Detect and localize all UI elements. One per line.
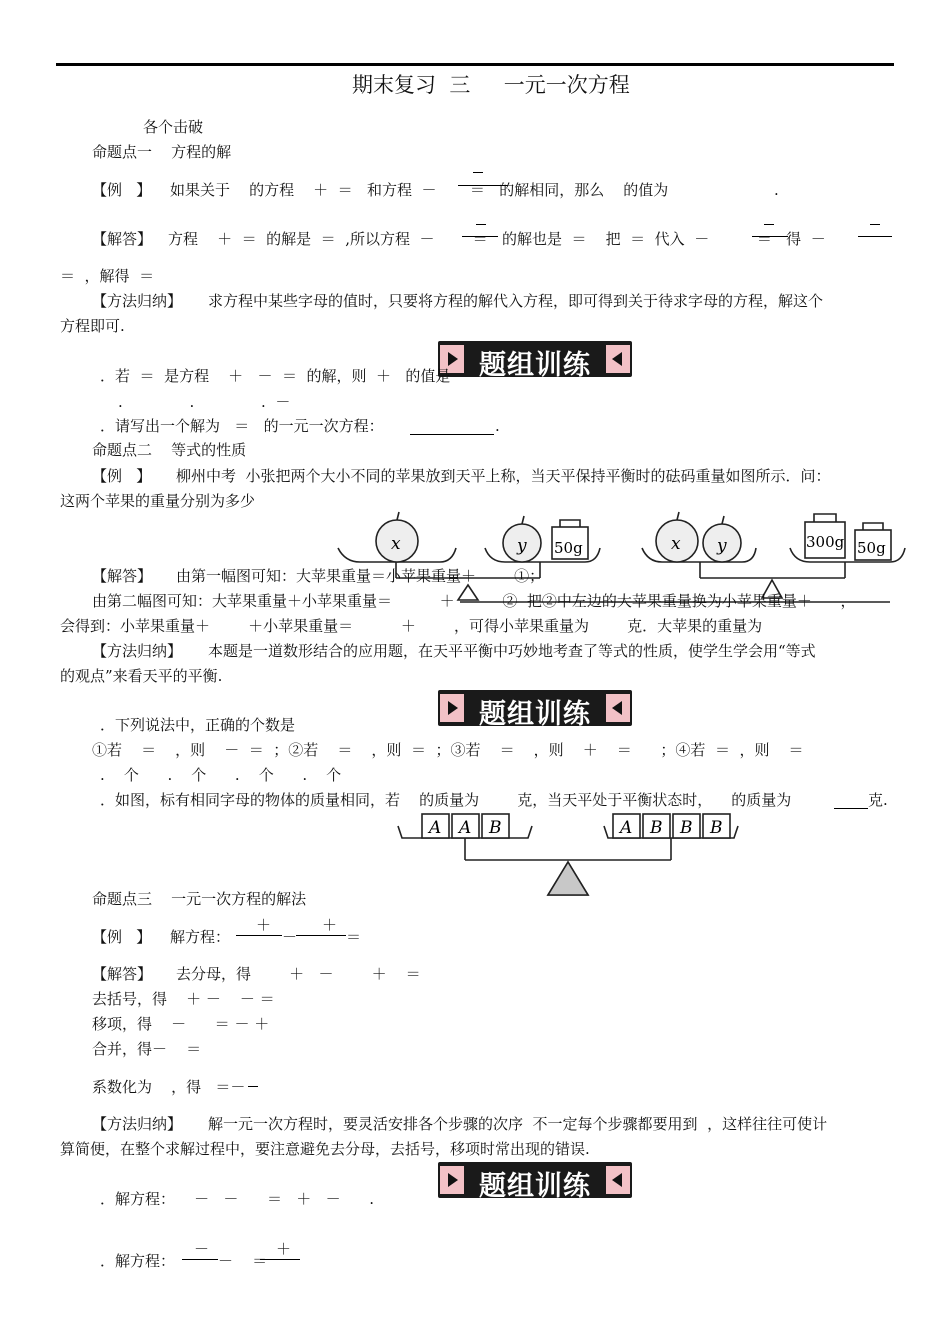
method3-label: 【方法归纳】	[92, 1115, 183, 1133]
section-header: 各个击破	[143, 118, 204, 136]
apple-y-label-2: y	[717, 536, 727, 556]
apple-x-label: x	[391, 534, 401, 554]
fraction-numerator-plus: ＋	[322, 916, 338, 934]
block-b-label: B	[680, 818, 693, 838]
answer2-label: 【解答】	[92, 567, 153, 585]
method1-text: 求方程中某些字母的值时，只要将方程的解代入方程，即可得到关于待求字母的方程，解这个	[208, 292, 824, 310]
example2-cont: 这两个苹果的重量分别为多少	[60, 492, 256, 510]
answer3-step2: 去括号，得 ＋ － － ＝	[92, 990, 275, 1008]
method1-label: 【方法归纳】	[92, 292, 183, 310]
exercise-q6-mid: － ＝	[218, 1252, 268, 1270]
fraction-numerator-plus: ＋	[276, 1240, 292, 1258]
answer1-label: 【解答】	[92, 230, 153, 248]
page-title: 期末复习 三 一元一次方程	[352, 73, 630, 97]
answer1-text: 方程 ＋ ＝ 的解是 ＝ ,所以方程 － ＝ 的解也是 ＝ 把 ＝ 代入 － ＝ 得 －	[168, 230, 826, 248]
banner-label: 题组训练	[479, 699, 591, 730]
answer3-step4: 合并，得－ ＝	[92, 1040, 202, 1058]
answer1-cont: ＝ ，解得 ＝	[60, 267, 155, 285]
banner-label: 题组训练	[479, 350, 591, 381]
exercise-q6-prefix: ．解方程：	[100, 1252, 176, 1270]
method2-text: 本题是一道数形结合的应用题，在天平平衡中巧妙地考查了等式的性质，使学生学会用“等式	[208, 642, 816, 660]
answer2-line1: 由第一幅图可知：大苹果重量＝小苹果重量＋ ①；	[176, 567, 545, 585]
apple-y-label: y	[517, 536, 527, 556]
fraction-bar	[260, 1259, 300, 1260]
exercise-q1: ．若 ＝ 是方程 ＋ － ＝ 的解，则 ＋ 的值是	[100, 367, 451, 385]
method3-cont: 算简便，在整个求解过程中，要注意避免去分母，去括号，移项时常出现的错误.	[60, 1140, 590, 1158]
exercise-q2: ．请写出一个解为 ＝ 的一元一次方程：	[100, 417, 384, 435]
apple-x-label-2: x	[671, 534, 681, 554]
fraction-numerator-minus: －	[194, 1240, 210, 1258]
fraction-numerator-plus: ＋	[256, 916, 272, 934]
method2-cont: 的观点”来看天平的平衡.	[60, 667, 223, 685]
example2-text: 柳州中考 小张把两个大小不同的苹果放到天平上称，当天平保持平衡时的砝码重量如图所示．问：	[176, 467, 831, 485]
back-arrow-icon	[606, 1166, 630, 1194]
operator-minus: －	[282, 928, 298, 946]
method3-text: 解一元一次方程时，要灵活安排各个步骤的次序 不一定每个步骤都要用到 ，这样往往可使计	[208, 1115, 828, 1133]
topic3-heading: 命题点三 一元一次方程的解法	[92, 890, 307, 908]
block-a-label: A	[620, 818, 633, 838]
exercise-q5: ．解方程： － － ＝ ＋ － .	[100, 1190, 374, 1208]
exercise-q3: ．下列说法中，正确的个数是	[100, 716, 296, 734]
topic1-heading: 命题点一 方程的解	[92, 143, 232, 161]
exercise-q3-items: ①若 ＝ ，则 － ＝ ；②若 ＝ ，则 ＝ ；③若 ＝ ，则 ＋ ＝ ；④若 ＝ ，则 ＝	[92, 741, 804, 759]
block-b-label: B	[489, 818, 502, 838]
block-a-label: A	[429, 818, 442, 838]
exercise-q2-end: .	[495, 417, 500, 435]
fraction-bar	[248, 1086, 258, 1087]
weight-300g-label: 300g	[806, 533, 845, 551]
example1-text: 如果关于 的方程 ＋ ＝ 和方程 － ＝ 的解相同，那么 的值为	[170, 181, 669, 199]
answer3-step3: 移项，得 － ＝ － ＋	[92, 1015, 270, 1033]
fraction-bar	[236, 935, 282, 936]
exercise-q4: ．如图，标有相同字母的物体的质量相同，若 的质量为 克，当天平处于平衡状态时， 的质量为	[100, 791, 792, 809]
answer3-label: 【解答】	[92, 965, 153, 983]
method2-label: 【方法归纳】	[92, 642, 183, 660]
weight-50g-label-2: 50g	[857, 539, 886, 557]
block-b-label: B	[650, 818, 663, 838]
fraction-bar	[296, 935, 346, 936]
example2-label: 【例 】	[92, 467, 152, 485]
fraction-bar	[182, 1259, 218, 1260]
block-a-label: A	[459, 818, 472, 838]
block-b-label: B	[710, 818, 723, 838]
exercise-q4-end: 克.	[868, 791, 888, 809]
operator-equals: ＝	[346, 928, 362, 946]
example3-label: 【例 】	[92, 928, 152, 946]
example3-text: 解方程：	[170, 928, 231, 946]
method1-cont: 方程即可.	[60, 317, 125, 335]
example1-end: .	[774, 181, 779, 199]
answer3-step5: 系数化为 ，得 ＝－	[92, 1078, 246, 1096]
exercise-q3-options: . 个 . 个 . 个 . 个	[100, 766, 342, 784]
exercise-banner-3	[438, 1162, 632, 1202]
weight-50g-label: 50g	[554, 539, 583, 557]
answer2-line2: 由第二幅图可知：大苹果重量＋小苹果重量＝ ＋ ② 把②中左边的大苹果重量换为小苹果重量＋ ，	[92, 592, 856, 610]
answer2-line3: 会得到：小苹果重量＋ ＋小苹果重量＝ ＋ ，可得小苹果重量为 克．大苹果的重量为	[60, 617, 763, 635]
topic2-heading: 命题点二 等式的性质	[92, 441, 247, 459]
answer3-step1: 去分母，得 ＋ － ＋ ＝	[176, 965, 421, 983]
exercise-q1-options: . . . －	[118, 393, 291, 411]
banner-label: 题组训练	[479, 1171, 591, 1202]
play-arrow-icon	[440, 1166, 464, 1194]
example1-label: 【例 】	[92, 181, 152, 199]
